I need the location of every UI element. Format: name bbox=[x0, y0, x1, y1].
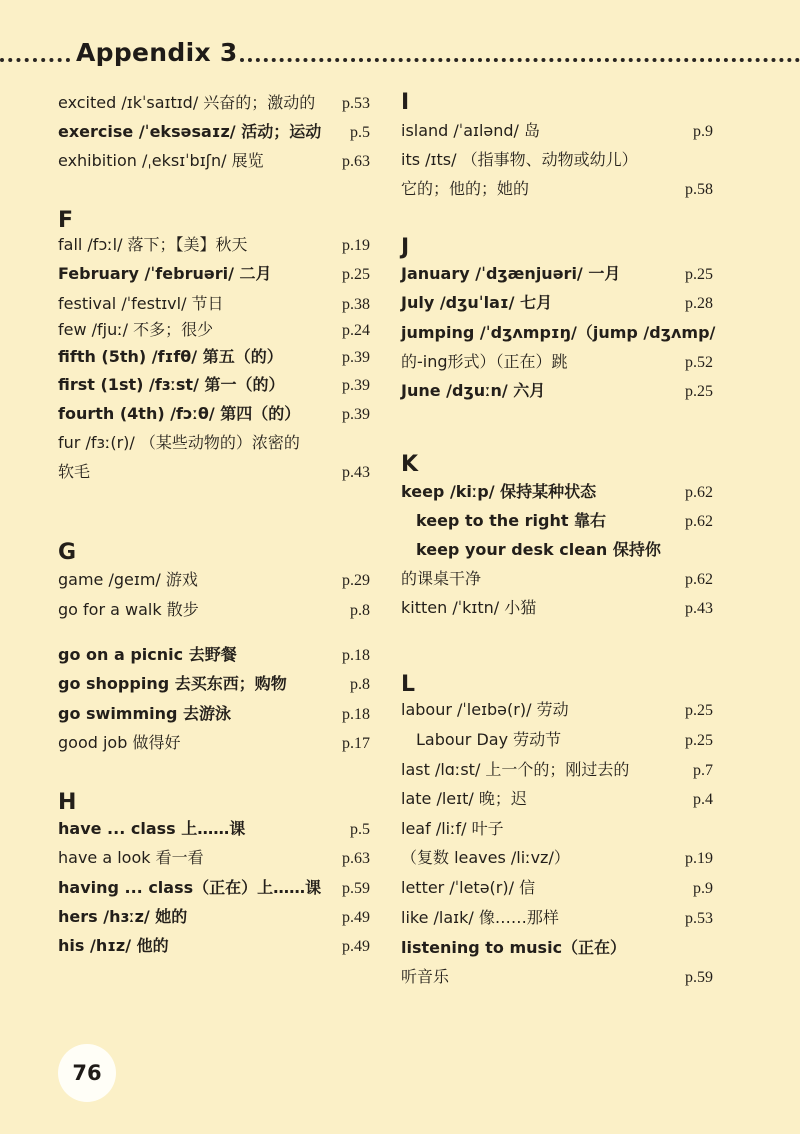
section-letter: J bbox=[401, 235, 410, 260]
glossary-entry bbox=[58, 88, 370, 117]
entry-text: keep your desk clean 保持你 bbox=[416, 540, 661, 559]
entry-text: letter /ˈletə(r)/ 信 bbox=[401, 878, 536, 897]
glossary-entry bbox=[401, 116, 713, 145]
glossary-entry bbox=[401, 593, 713, 622]
glossary-entry bbox=[401, 903, 713, 932]
entry-text: fur /fɜː(r)/ （某些动物的）浓密的 bbox=[58, 433, 300, 452]
entry-text: fall /fɔːl/ 落下；【美】秋天 bbox=[58, 235, 248, 254]
glossary-entry bbox=[58, 873, 370, 902]
entry-text: keep /kiːp/ 保持某种状态 bbox=[401, 482, 597, 501]
entry-text: few /fjuː/ 不多；很少 bbox=[58, 320, 214, 339]
glossary-entry bbox=[58, 814, 370, 843]
glossary-entry bbox=[401, 725, 713, 754]
glossary-entry bbox=[401, 873, 713, 902]
glossary-entry bbox=[401, 259, 713, 288]
entry-text: jumping /ˈdʒʌmpɪŋ/（jump /dʒʌmp/ bbox=[401, 323, 716, 342]
glossary-entry bbox=[58, 931, 370, 960]
page-reference: p.29 bbox=[342, 572, 370, 589]
page-reference: p.25 bbox=[685, 702, 713, 719]
glossary-entry bbox=[58, 640, 370, 669]
glossary-entry bbox=[58, 399, 370, 428]
header-dotted-rule-right bbox=[240, 58, 800, 62]
entry-text: 的-ing形式）（正在）跳 bbox=[401, 352, 568, 371]
glossary-entry bbox=[401, 535, 713, 593]
page-reference: p.4 bbox=[693, 791, 713, 808]
entry-text: hers /hɜːz/ 她的 bbox=[58, 907, 188, 926]
entry-text: Labour Day 劳动节 bbox=[416, 730, 562, 749]
glossary-entry bbox=[401, 814, 713, 872]
page-reference: p.7 bbox=[693, 762, 713, 779]
glossary-entry bbox=[401, 933, 713, 991]
entry-text: have ... class 上……课 bbox=[58, 819, 246, 838]
page-reference: p.25 bbox=[685, 383, 713, 400]
page-reference: p.58 bbox=[685, 181, 713, 198]
page-reference: p.43 bbox=[342, 464, 370, 481]
glossary-entry bbox=[58, 428, 370, 486]
page-reference: p.52 bbox=[685, 354, 713, 371]
glossary-entry bbox=[58, 370, 370, 399]
entry-text: kitten /ˈkɪtn/ 小猫 bbox=[401, 598, 537, 617]
entry-text: February /ˈfebruəri/ 二月 bbox=[58, 264, 272, 283]
page-reference: p.49 bbox=[342, 909, 370, 926]
page-reference: p.53 bbox=[342, 95, 370, 112]
entry-text: 软毛 bbox=[58, 462, 91, 481]
entry-text: go for a walk 散步 bbox=[58, 600, 199, 619]
entry-text: his /hɪz/ 他的 bbox=[58, 936, 169, 955]
glossary-entry bbox=[58, 146, 370, 175]
entry-text: June /dʒuːn/ 六月 bbox=[401, 381, 546, 400]
section-letter: K bbox=[401, 452, 419, 477]
entry-text: having ... class（正在）上……课 bbox=[58, 878, 322, 897]
glossary-entry bbox=[58, 315, 370, 344]
entry-text: listening to music（正在） bbox=[401, 938, 627, 957]
glossary-entry bbox=[58, 669, 370, 698]
page-reference: p.39 bbox=[342, 377, 370, 394]
entry-text: fourth (4th) /fɔːθ/ 第四（的） bbox=[58, 404, 301, 423]
page-reference: p.9 bbox=[693, 123, 713, 140]
page-reference: p.43 bbox=[685, 600, 713, 617]
page-reference: p.5 bbox=[350, 124, 370, 141]
page-reference: p.5 bbox=[350, 821, 370, 838]
page-reference: p.59 bbox=[685, 969, 713, 986]
entry-text: festival /ˈfestɪvl/ 节日 bbox=[58, 294, 224, 313]
entry-text: keep to the right 靠右 bbox=[416, 511, 607, 530]
glossary-entry bbox=[58, 230, 370, 259]
page-reference: p.25 bbox=[342, 266, 370, 283]
glossary-entry bbox=[401, 695, 713, 724]
page-reference: p.18 bbox=[342, 706, 370, 723]
glossary-entry bbox=[401, 784, 713, 813]
entry-text: go swimming 去游泳 bbox=[58, 704, 232, 723]
entry-text: first (1st) /fɜːst/ 第一（的） bbox=[58, 375, 285, 394]
entry-text: 它的；他的；她的 bbox=[401, 179, 530, 198]
entry-text: like /laɪk/ 像……那样 bbox=[401, 908, 559, 927]
page-reference: p.53 bbox=[685, 910, 713, 927]
entry-text: go shopping 去买东西；购物 bbox=[58, 674, 287, 693]
page-number: 76 bbox=[58, 1044, 116, 1102]
page-reference: p.8 bbox=[350, 602, 370, 619]
page-reference: p.17 bbox=[342, 735, 370, 752]
entry-text: July /dʒuˈlaɪ/ 七月 bbox=[401, 293, 553, 312]
page-reference: p.63 bbox=[342, 153, 370, 170]
glossary-entry bbox=[58, 289, 370, 318]
page-reference: p.63 bbox=[342, 850, 370, 867]
glossary-entry bbox=[58, 728, 370, 757]
entry-text: last /lɑːst/ 上一个的；刚过去的 bbox=[401, 760, 630, 779]
section-letter: L bbox=[401, 672, 416, 697]
entry-text: labour /ˈleɪbə(r)/ 劳动 bbox=[401, 700, 569, 719]
entry-text: late /leɪt/ 晚；迟 bbox=[401, 789, 527, 808]
entry-text: good job 做得好 bbox=[58, 733, 181, 752]
page-reference: p.24 bbox=[342, 322, 370, 339]
entry-text: fifth (5th) /fɪfθ/ 第五（的） bbox=[58, 347, 283, 366]
page-reference: p.9 bbox=[693, 880, 713, 897]
section-letter: H bbox=[58, 790, 77, 815]
entry-text: excited /ɪkˈsaɪtɪd/ 兴奋的；激动的 bbox=[58, 93, 316, 112]
page-reference: p.39 bbox=[342, 406, 370, 423]
glossary-entry bbox=[58, 342, 370, 371]
entry-text: go on a picnic 去野餐 bbox=[58, 645, 237, 664]
appendix-title: Appendix 3 bbox=[76, 38, 238, 67]
glossary-entry bbox=[401, 755, 713, 784]
entry-text: island /ˈaɪlənd/ 岛 bbox=[401, 121, 541, 140]
entry-text: exhibition /ˌeksɪˈbɪʃn/ 展览 bbox=[58, 151, 264, 170]
page-reference: p.28 bbox=[685, 295, 713, 312]
page-reference: p.38 bbox=[342, 296, 370, 313]
page-reference: p.19 bbox=[342, 237, 370, 254]
entry-text: leaf /liːf/ 叶子 bbox=[401, 819, 504, 838]
glossary-entry bbox=[401, 318, 716, 376]
glossary-entry bbox=[58, 902, 370, 931]
section-letter: I bbox=[401, 90, 410, 115]
section-letter: F bbox=[58, 208, 74, 233]
page-reference: p.62 bbox=[685, 513, 713, 530]
entry-text: game /geɪm/ 游戏 bbox=[58, 570, 198, 589]
page-reference: p.62 bbox=[685, 571, 713, 588]
page-reference: p.62 bbox=[685, 484, 713, 501]
glossary-entry bbox=[401, 288, 713, 317]
entry-text: 的课桌干净 bbox=[401, 569, 482, 588]
glossary-entry bbox=[401, 376, 713, 405]
glossary-entry bbox=[58, 699, 370, 728]
entry-text: have a look 看一看 bbox=[58, 848, 204, 867]
header-dotted-rule-left bbox=[0, 58, 70, 62]
page-reference: p.49 bbox=[342, 938, 370, 955]
entry-text: its /ɪts/ （指事物、动物或幼儿） bbox=[401, 150, 638, 169]
section-letter: G bbox=[58, 540, 77, 565]
glossary-entry bbox=[58, 259, 370, 288]
glossary-entry bbox=[401, 145, 713, 203]
glossary-entry bbox=[58, 843, 370, 872]
entry-text: January /ˈdʒænjuəri/ 一月 bbox=[401, 264, 621, 283]
page-reference: p.25 bbox=[685, 266, 713, 283]
page-header bbox=[0, 38, 800, 78]
entry-text: 听音乐 bbox=[401, 967, 450, 986]
glossary-entry bbox=[58, 595, 370, 624]
glossary-entry bbox=[401, 506, 713, 535]
entry-text: exercise /ˈeksəsaɪz/ 活动；运动 bbox=[58, 122, 322, 141]
page-reference: p.8 bbox=[350, 676, 370, 693]
entry-text: （复数 leaves /liːvz/） bbox=[401, 848, 570, 867]
glossary-entry bbox=[58, 565, 370, 594]
page-reference: p.39 bbox=[342, 349, 370, 366]
page-reference: p.18 bbox=[342, 647, 370, 664]
page-reference: p.19 bbox=[685, 850, 713, 867]
glossary-entry bbox=[58, 117, 370, 146]
page-reference: p.25 bbox=[685, 732, 713, 749]
glossary-entry bbox=[401, 477, 713, 506]
page-reference: p.59 bbox=[342, 880, 370, 897]
